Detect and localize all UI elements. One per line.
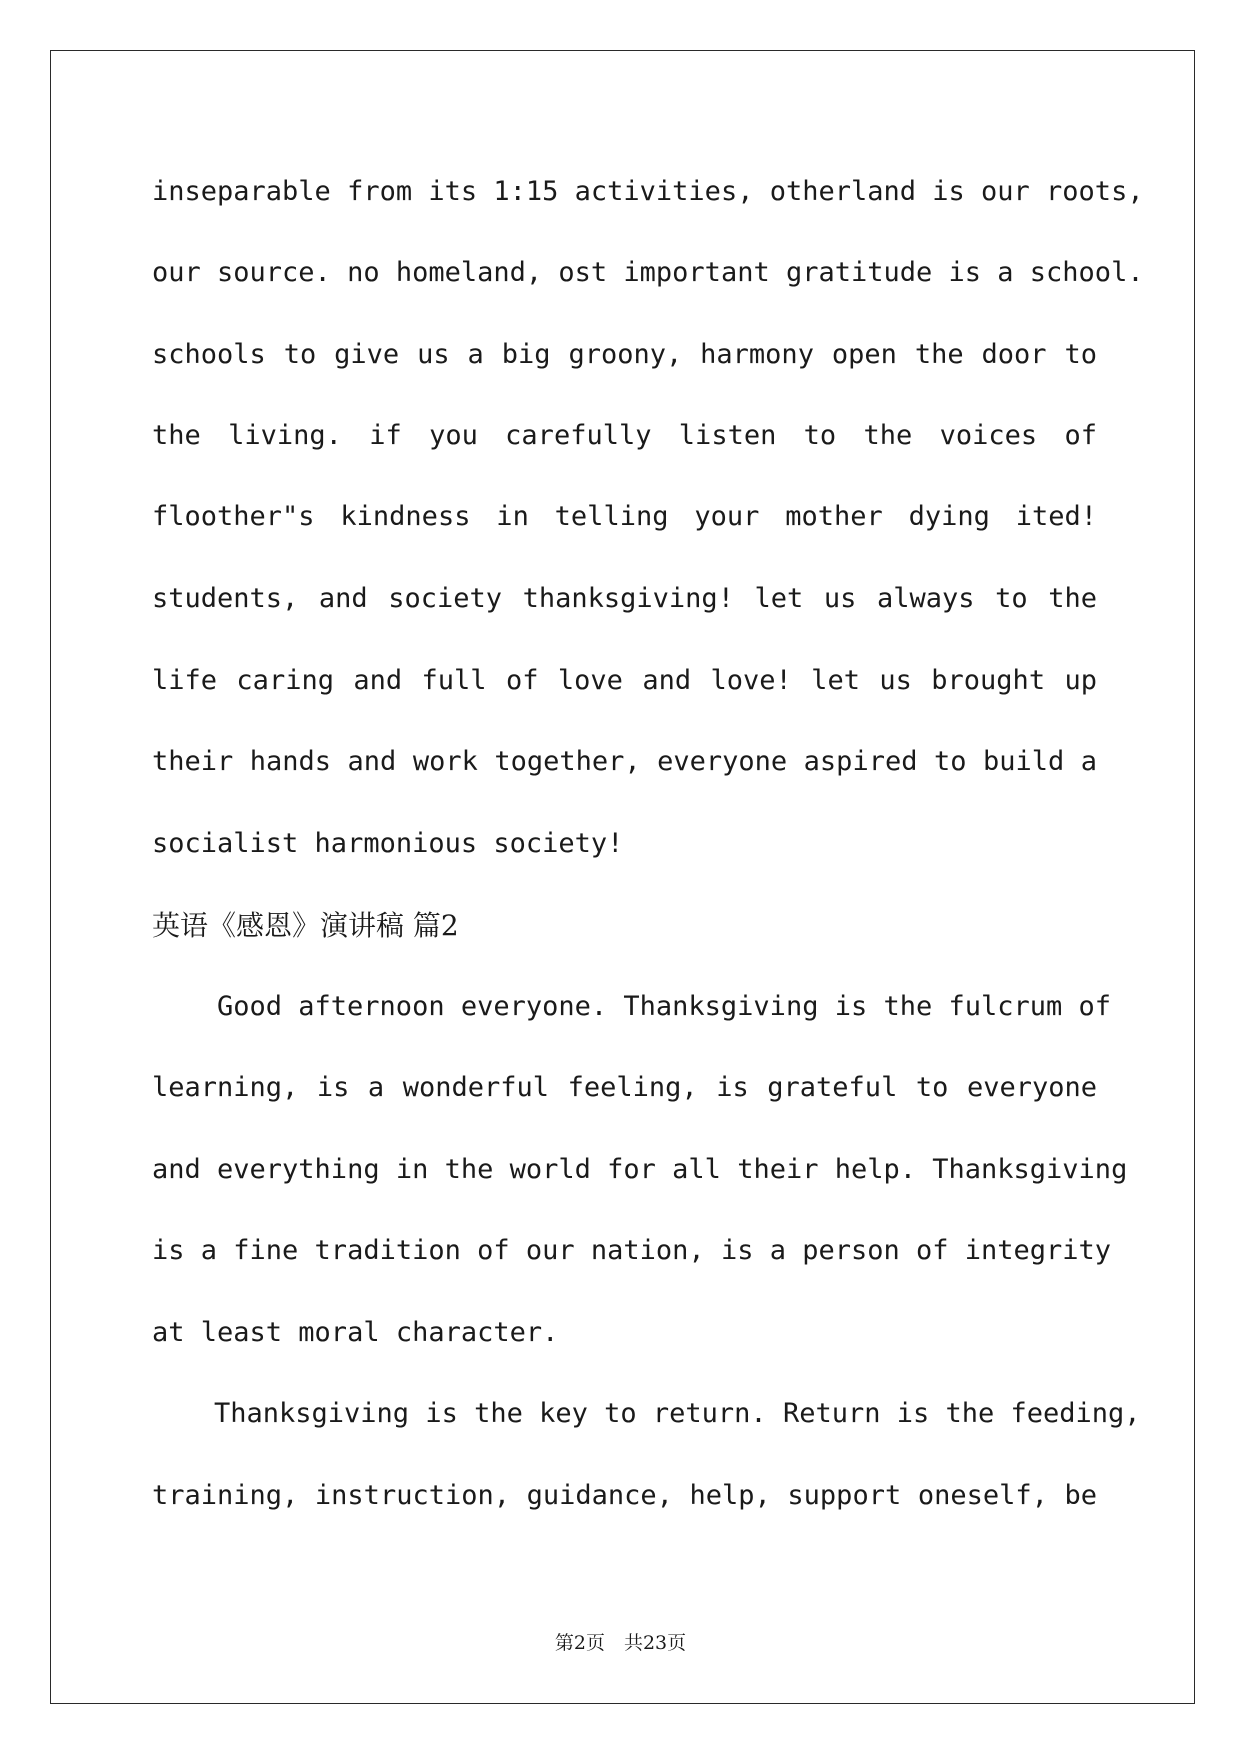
paragraph-1-line-6: students, and society thanksgiving! let us always to the [152,583,1097,614]
paragraph-1-line-9: socialist harmonious society! [152,828,624,859]
paragraph-1-line-2: our source. no homeland, ost important gratitude is a school. [152,257,1144,288]
paragraph-2-line-5: at least moral character. [152,1317,559,1348]
paragraph-1-line-4: the living. if you carefully listen to the voices of [152,420,1097,451]
paragraph-1-line-5: floother"s kindness in telling your mother dying ited! [152,501,1097,532]
page-number-footer: 第2页 共23页 [554,1632,687,1654]
paragraph-2-line-2: learning, is a wonderful feeling, is grateful to everyone [152,1072,1097,1103]
paragraph-2-line-4: is a fine tradition of our nation, is a person of integrity [152,1235,1112,1266]
paragraph-2-line-3: and everything in the world for all their help. Thanksgiving [152,1154,1128,1185]
paragraph-1-line-7: life caring and full of love and love! let us brought up [152,665,1097,696]
page-border [50,50,1195,1704]
paragraph-1-line-8: their hands and work together, everyone aspired to build a [152,746,1097,777]
paragraph-3-line-2: training, instruction, guidance, help, support oneself, be [152,1480,1097,1511]
paragraph-3-line-1: Thanksgiving is the key to return. Return is the feeding, [214,1398,1141,1429]
section-heading: 英语《感恩》演讲稿 篇2 [152,909,459,942]
paragraph-1-line-3: schools to give us a big groony, harmony open the door to [152,339,1097,370]
paragraph-1-line-1: inseparable from its 1:15 activities, otherland is our roots, [152,176,1144,207]
paragraph-2-line-1: Good afternoon everyone. Thanksgiving is the fulcrum of [217,991,1112,1022]
